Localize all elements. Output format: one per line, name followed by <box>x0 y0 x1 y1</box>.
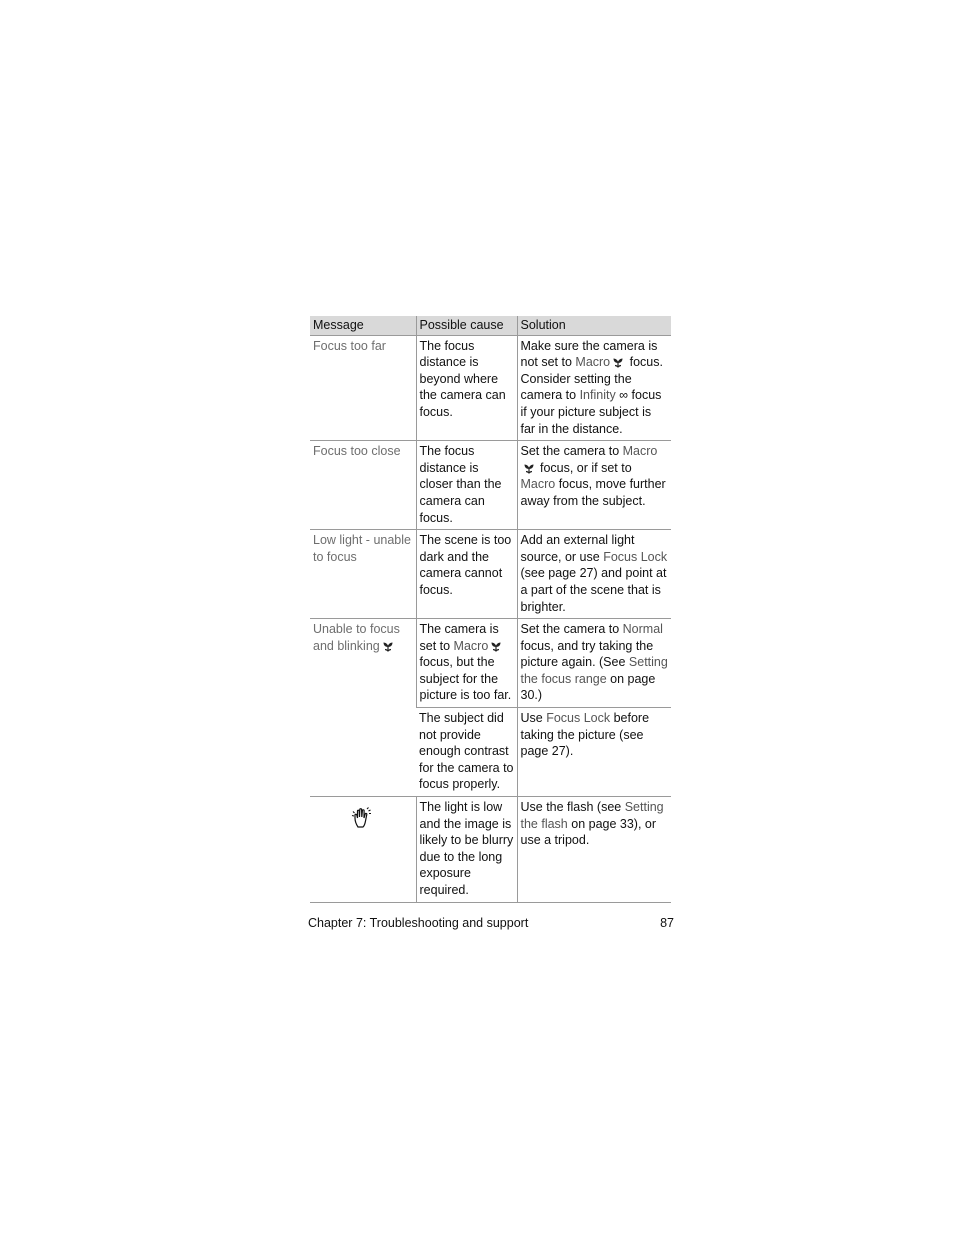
cause-cell: The focus distance is closer than the camera can focus. <box>416 441 517 530</box>
page-number: 87 <box>660 916 674 930</box>
header-possible-cause: Possible cause <box>416 316 517 335</box>
solution-cell: Make sure the camera is not set to Macro focus. Consider setting the camera to Infinity ∞ focus if your picture subject is far in the distance. <box>517 335 671 441</box>
macro-keyword: Macro <box>453 638 489 653</box>
macro-flower-icon <box>490 640 502 652</box>
focus-lock-keyword: Focus Lock <box>603 549 668 564</box>
header-message: Message <box>310 316 416 335</box>
cause-cell: The camera is set to Macro focus, but the subject for the picture is too far. <box>416 619 517 708</box>
cause-cell: The subject did not provide enough contrast for the camera to focus properly. <box>416 708 517 797</box>
message-cell: Focus too far <box>310 335 416 441</box>
message-cell: Unable to focus and blinking <box>310 619 416 797</box>
solution-cell: Set the camera to Macro focus, or if set to Macro focus, move further away from the subject. <box>517 441 671 530</box>
troubleshooting-table <box>310 316 671 903</box>
macro-flower-icon <box>523 462 535 474</box>
table-row <box>310 335 671 441</box>
cause-cell: The light is low and the image is likely to be blurry due to the long exposure required. <box>416 797 517 903</box>
setting-flash-link[interactable]: Setting the flash <box>520 800 664 831</box>
message-cell: Low light - unable to focus <box>310 530 416 619</box>
table-row <box>310 530 671 619</box>
table-row <box>310 797 671 903</box>
chapter-title: Chapter 7: Troubleshooting and support <box>308 916 529 930</box>
table-row <box>310 619 671 708</box>
macro-keyword: Macro <box>622 444 658 459</box>
header-solution: Solution <box>517 316 671 335</box>
solution-cell: Use Focus Lock before taking the picture (see page 27). <box>517 708 671 797</box>
macro-keyword: Macro <box>575 355 611 370</box>
normal-keyword: Normal <box>622 622 663 637</box>
focus-lock-keyword: Focus Lock <box>546 711 611 726</box>
message-cell <box>310 797 416 903</box>
setting-focus-range-link[interactable]: Setting the focus range <box>520 655 668 686</box>
macro-flower-icon <box>382 640 394 652</box>
solution-cell: Use the flash (see Setting the flash on page 33), or use a tripod. <box>517 797 671 903</box>
table-row <box>310 441 671 530</box>
shaking-hand-icon <box>350 805 376 831</box>
infinity-keyword: Infinity <box>579 388 616 403</box>
message-cell: Focus too close <box>310 441 416 530</box>
macro-keyword: Macro <box>520 477 556 492</box>
solution-cell: Add an external light source, or use Focus Lock (see page 27) and point at a part of the scene that is brighter. <box>517 530 671 619</box>
macro-flower-icon <box>612 356 624 368</box>
table-header-row <box>310 316 671 335</box>
cause-cell: The scene is too dark and the camera cannot focus. <box>416 530 517 619</box>
solution-cell: Set the camera to Normal focus, and try taking the picture again. (See Setting the focus range on page 30.) <box>517 619 671 708</box>
troubleshooting-table-wrap <box>310 316 671 903</box>
cause-cell: The focus distance is beyond where the camera can focus. <box>416 335 517 441</box>
